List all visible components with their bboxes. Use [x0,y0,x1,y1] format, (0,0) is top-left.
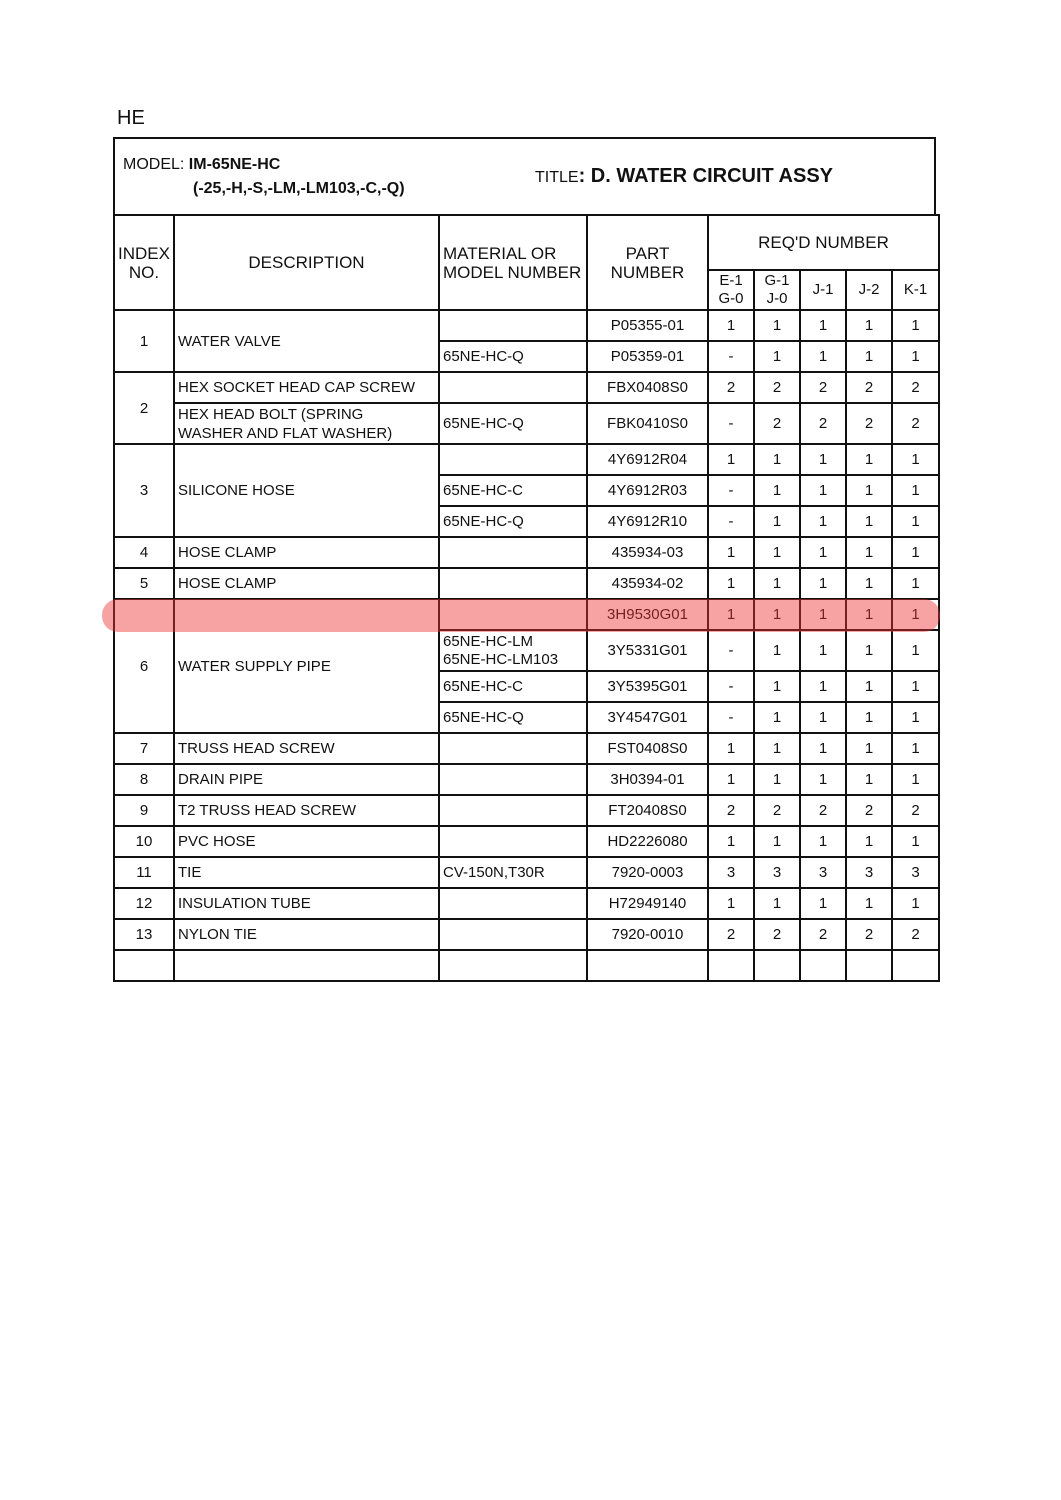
description-text: PVC HOSE [178,833,256,850]
material-cell [439,630,587,671]
qty-cell: 1 [708,568,754,599]
qty-cell: 3 [800,857,846,888]
description-cell [174,795,439,826]
qty-cell: 1 [754,702,800,733]
qty-cell: - [708,341,754,372]
qty-cell: 3 [708,857,754,888]
qty-cell: 1 [846,702,892,733]
qty-cell: 1 [892,733,939,764]
index-cell: 9 [114,795,174,826]
qty-cell: 1 [800,733,846,764]
qty-cell: 1 [708,733,754,764]
header-reqd-number: REQ'D NUMBER [708,215,939,270]
qty-cell: - [708,403,754,444]
qty-cell: 1 [846,764,892,795]
material-text: 65NE-HC-Q [443,347,524,365]
description-cell [174,599,439,733]
description-text: INSULATION TUBE [178,895,311,912]
qty-cell: 2 [892,795,939,826]
qty-cell: - [708,506,754,537]
description-cell [174,568,439,599]
material-cell [439,475,587,506]
title-text: : D. WATER CIRCUIT ASSY [578,165,834,187]
index-cell: 12 [114,888,174,919]
part-number-cell: P05359-01 [587,341,708,372]
header-variant [846,270,892,310]
qty-cell: 1 [846,341,892,372]
header-variant [754,270,800,310]
description-cell [174,764,439,795]
part-number-cell: HD2226080 [587,826,708,857]
qty-cell: 1 [800,826,846,857]
description-cell [174,310,439,372]
header-variant-line-2: G-0 [718,290,744,307]
qty-cell: 1 [708,310,754,341]
qty-cell: 1 [754,826,800,857]
qty-cell: 1 [708,764,754,795]
empty-cell [892,950,939,981]
description-text: HEX SOCKET HEAD CAP SCREW [178,379,415,396]
qty-cell: 1 [754,764,800,795]
part-number-cell: 3Y5331G01 [587,630,708,671]
qty-cell: - [708,702,754,733]
qty-cell: 2 [846,795,892,826]
part-number-cell: 3Y5395G01 [587,671,708,702]
qty-cell: 1 [892,826,939,857]
qty-cell: 2 [754,372,800,403]
qty-cell: 1 [800,568,846,599]
material-cell [439,537,587,568]
qty-cell: 1 [846,826,892,857]
qty-cell: 1 [754,444,800,475]
part-number-cell: 435934-02 [587,568,708,599]
material-cell [439,372,587,403]
model-label [123,156,280,174]
qty-cell: 1 [708,888,754,919]
description-text-line-2: WASHER AND FLAT WASHER) [178,424,393,442]
material-cell [439,826,587,857]
qty-cell: 1 [846,537,892,568]
header-variant-line-1: E-1 [719,272,743,289]
material-cell [439,733,587,764]
material-text: 65NE-HC-Q [443,414,524,432]
description-cell [174,733,439,764]
empty-cell [114,950,174,981]
qty-cell: 3 [846,857,892,888]
qty-cell: 1 [846,475,892,506]
qty-cell: 1 [892,671,939,702]
material-text: 65NE-HC-C [443,677,524,695]
material-cell [439,702,587,733]
index-cell: 13 [114,919,174,950]
material-cell [439,795,587,826]
description-cell [174,919,439,950]
qty-cell: 2 [754,795,800,826]
empty-cell [846,950,892,981]
header-variant [892,270,939,310]
model-variants: (-25,-H,-S,-LM,-LM103,-C,-Q) [193,180,405,197]
qty-cell: 1 [892,630,939,671]
description-text: WATER SUPPLY PIPE [178,657,331,675]
part-number-cell: 3H0394-01 [587,764,708,795]
qty-cell: 1 [892,764,939,795]
qty-cell: 1 [892,310,939,341]
qty-cell: 1 [846,733,892,764]
header-variant-line-2: J-0 [766,290,788,307]
qty-cell: 3 [754,857,800,888]
header-index [114,215,174,310]
qty-cell: 1 [800,630,846,671]
part-number-cell: 3H9530G01 [587,599,708,630]
qty-cell: 1 [800,310,846,341]
empty-cell [708,950,754,981]
qty-cell: 1 [846,888,892,919]
table-row [114,857,939,888]
qty-cell: 2 [846,919,892,950]
empty-row [114,950,939,981]
description-text: SILICONE HOSE [178,482,295,499]
description-cell [174,403,439,444]
description-text: T2 TRUSS HEAD SCREW [178,802,357,819]
header-variant [800,270,846,310]
model-name: IM-65NE-HC [188,156,281,173]
material-cell [439,888,587,919]
qty-cell: 1 [754,475,800,506]
qty-cell: 1 [754,568,800,599]
material-text: 65NE-HC-Q [443,708,524,726]
part-number-cell: H72949140 [587,888,708,919]
material-cell [439,671,587,702]
qty-cell: 2 [754,403,800,444]
table-row [114,826,939,857]
qty-cell: 1 [892,341,939,372]
description-cell [174,857,439,888]
header-index-line-1: INDEX [118,243,170,263]
header-variant-line-1: K-1 [903,281,928,298]
header-material-line-1: MATERIAL OR [443,243,557,263]
table-row [114,888,939,919]
description-text: TIE [178,864,202,881]
description-text: WATER VALVE [178,332,281,350]
qty-cell: 1 [892,568,939,599]
description-text: HOSE CLAMP [178,575,277,592]
empty-cell [587,950,708,981]
part-number-cell: FST0408S0 [587,733,708,764]
part-number-cell: 4Y6912R10 [587,506,708,537]
index-cell: 11 [114,857,174,888]
empty-cell [800,950,846,981]
index-cell: 8 [114,764,174,795]
empty-cell [174,950,439,981]
qty-cell: 2 [754,919,800,950]
index-cell: 2 [114,372,174,444]
material-cell [439,568,587,599]
table-row [114,919,939,950]
table-row [114,733,939,764]
qty-cell: 1 [754,733,800,764]
qty-cell: 1 [892,444,939,475]
part-number-cell: FBK0410S0 [587,403,708,444]
material-cell [439,919,587,950]
material-cell [439,857,587,888]
part-number-cell: 7920-0003 [587,857,708,888]
table-row [114,310,939,341]
part-number-cell: 3Y4547G01 [587,702,708,733]
qty-cell: 1 [754,310,800,341]
index-cell: 1 [114,310,174,372]
qty-cell: 2 [892,919,939,950]
index-cell: 5 [114,568,174,599]
material-cell [439,341,587,372]
header-material [439,215,587,310]
empty-cell [754,950,800,981]
qty-cell: 1 [892,888,939,919]
qty-cell: 1 [708,537,754,568]
table-row [114,568,939,599]
material-text: 65NE-HC-C [443,481,524,499]
qty-cell: 1 [754,537,800,568]
qty-cell: 1 [846,568,892,599]
description-text: NYLON TIE [178,926,257,943]
qty-cell: 1 [754,888,800,919]
qty-cell: - [708,671,754,702]
qty-cell: 1 [800,888,846,919]
page-corner-label: HE [117,107,145,129]
material-text: 65NE-HC-LM [443,632,534,650]
index-cell: 10 [114,826,174,857]
qty-cell: 2 [892,372,939,403]
part-number-cell: 4Y6912R03 [587,475,708,506]
qty-cell: 1 [800,537,846,568]
part-number-cell: FBX0408S0 [587,372,708,403]
qty-cell: 1 [708,444,754,475]
qty-cell: 1 [800,702,846,733]
parts-table [113,214,940,982]
index-cell: 7 [114,733,174,764]
material-cell [439,764,587,795]
table-row [114,403,939,444]
qty-cell: 1 [800,764,846,795]
header-part-number [587,215,708,310]
qty-cell: 2 [708,795,754,826]
table-row [114,372,939,403]
qty-cell: 2 [800,795,846,826]
qty-cell: 1 [846,506,892,537]
material-cell [439,599,587,630]
part-number-cell: FT20408S0 [587,795,708,826]
qty-cell: 2 [892,403,939,444]
material-text: 65NE-HC-Q [443,512,524,530]
index-cell: 3 [114,444,174,537]
qty-cell: - [708,630,754,671]
qty-cell: 2 [800,919,846,950]
description-text: HOSE CLAMP [178,544,277,561]
description-cell [174,372,439,403]
description-text: TRUSS HEAD SCREW [178,740,335,757]
qty-cell: 1 [708,599,754,630]
header-description: DESCRIPTION [174,215,439,310]
qty-cell: 1 [754,341,800,372]
qty-cell: 1 [754,630,800,671]
qty-cell: 1 [892,506,939,537]
qty-cell: 1 [708,826,754,857]
sheet-title [535,165,833,188]
material-cell [439,444,587,475]
qty-cell: 2 [800,403,846,444]
qty-cell: 2 [846,403,892,444]
qty-cell: 1 [846,444,892,475]
index-cell: 4 [114,537,174,568]
qty-cell: 1 [846,630,892,671]
table-row [114,795,939,826]
description-cell [174,826,439,857]
table-row [114,444,939,475]
qty-cell: 3 [892,857,939,888]
header-variant-line-1: G-1 [764,272,790,289]
header-variant [708,270,754,310]
material-text: CV-150N,T30R [443,863,545,881]
header-index-line-2: NO. [128,262,160,282]
qty-cell: 1 [892,537,939,568]
model-label-text: MODEL: [123,156,189,173]
table-row [114,764,939,795]
material-text-line-2: 65NE-HC-LM103 [443,650,559,668]
qty-cell: 1 [892,702,939,733]
table-row [114,537,939,568]
part-number-cell: P05355-01 [587,310,708,341]
qty-cell: 1 [800,506,846,537]
material-cell [439,506,587,537]
header-variant-line-1: J-1 [812,281,834,298]
qty-cell: 1 [846,671,892,702]
title-label: TITLE [535,169,579,186]
qty-cell: 2 [708,372,754,403]
qty-cell: 1 [892,475,939,506]
description-cell [174,537,439,568]
qty-cell: 1 [800,475,846,506]
qty-cell: 1 [754,599,800,630]
description-cell [174,888,439,919]
qty-cell: - [708,475,754,506]
empty-cell [439,950,587,981]
part-number-cell: 4Y6912R04 [587,444,708,475]
material-cell [439,310,587,341]
header-part-line-1: PART [625,243,670,263]
sheet-header [113,137,936,214]
qty-cell: 1 [754,671,800,702]
qty-cell: 1 [846,599,892,630]
qty-cell: 1 [800,444,846,475]
part-number-cell: 7920-0010 [587,919,708,950]
header-variant-line-1: J-2 [858,281,880,298]
table-row [114,599,939,630]
qty-cell: 1 [892,599,939,630]
description-text: DRAIN PIPE [178,771,264,788]
qty-cell: 2 [846,372,892,403]
qty-cell: 2 [708,919,754,950]
qty-cell: 2 [800,372,846,403]
header-part-line-2: NUMBER [610,262,685,282]
qty-cell: 1 [800,599,846,630]
description-text: HEX HEAD BOLT (SPRING [178,405,364,423]
material-cell [439,403,587,444]
qty-cell: 1 [846,310,892,341]
header-material-line-2: MODEL NUMBER [443,262,582,282]
qty-cell: 1 [754,506,800,537]
qty-cell: 1 [800,341,846,372]
description-cell [174,444,439,537]
part-number-cell: 435934-03 [587,537,708,568]
qty-cell: 1 [800,671,846,702]
index-cell: 6 [114,599,174,733]
